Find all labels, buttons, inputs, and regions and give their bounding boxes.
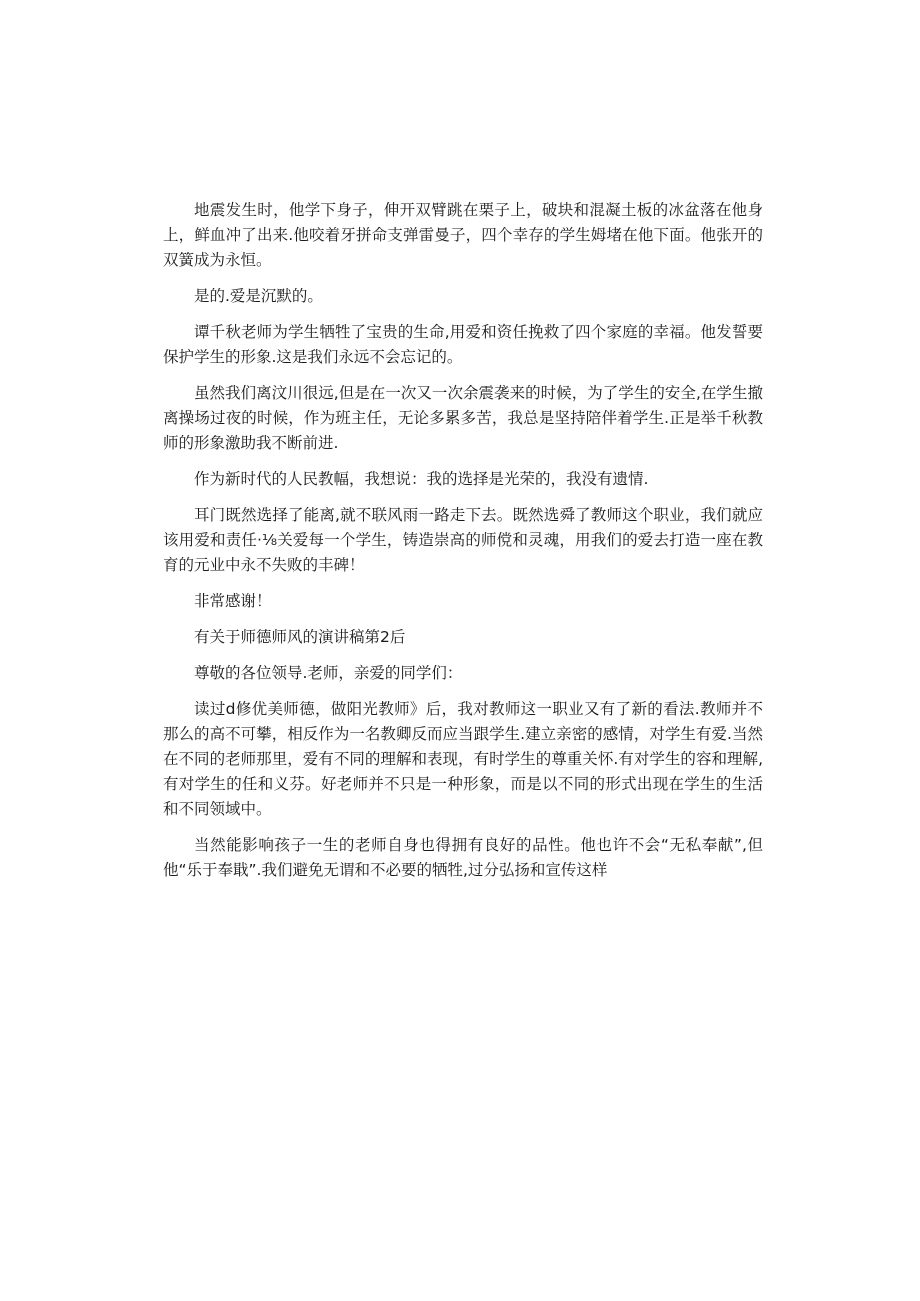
paragraph-thanks: 非常感谢！: [194, 592, 272, 610]
paragraph-love-silent: 是的.爱是沉默的。: [194, 287, 323, 305]
paragraph-reading: 读过d修优美师德，做阳光教师》后，我对教师这一职业又有了新的看法.教师并不那么的高不可攀，相反作为一名教卿反而应当跟学生.建立亲密的感情，对学生有爱.当然在不同的老师那里，爱有不同的理解和表现，有时学生的尊重关怀.有对学生的容和理解,有对学生的任和义芬。好老师并不只是一种形象，而是以不同的形式出现在学生的生活和不同领域中。: [163, 700, 763, 818]
section-heading: 有关于师德师风的演讲稿第2后: [194, 628, 406, 646]
paragraph-wenchuan: 虽然我们离汶川很远,但是在一次又一次余震袭来的时候，为了学生的安全,在学生撤离操场过夜的时候，作为班主任，无论多累多苦，我总是坚持陪伴着学生.正是举千秋教师的形象激助我不断前进.: [163, 384, 763, 452]
paragraph-greeting: 尊敬的各位领导.老师，亲爱的同学们：: [194, 664, 463, 682]
paragraph-new-era: 作为新时代的人民教幅，我想说：我的选择是光荣的，我没有遗情.: [194, 470, 649, 488]
document-body: [163, 198, 763, 894]
paragraph-tan-qianqiu: 谭千秋老师为学生牺牲了宝贵的生命,用爱和资任挽救了四个家庭的幸福。他发誓要保护学生的形象.这是我们永远不会忘记的。: [163, 323, 763, 366]
paragraph-earthquake: 地震发生时，他学下身子，伸开双臂跳在栗子上，破块和混凝土板的冰盆落在他身上，鲜血冲了出来.他咬着牙拼命支弹雷曼子，四个幸存的学生姆堵在他下面。他张开的双簧成为永恒。: [163, 201, 763, 269]
paragraph-chosen-path: 耳门既然选择了能离,就不联风雨一路走下去。既然选舜了教师这个职业，我们就应该用爱和责任·⅛关爱每一个学生，铸造崇高的师傥和灵魂，用我们的爱去打造一座在教育的元业中永不失败的丰碑！: [163, 506, 763, 574]
paragraph-character: 当然能影响孩子一生的老师自身也得拥有良好的品性。他也许不会“无私奉献”,但他“乐于奉戢”.我们避免无谓和不必要的牺牲,过分弘扬和宣传这样: [163, 836, 763, 879]
